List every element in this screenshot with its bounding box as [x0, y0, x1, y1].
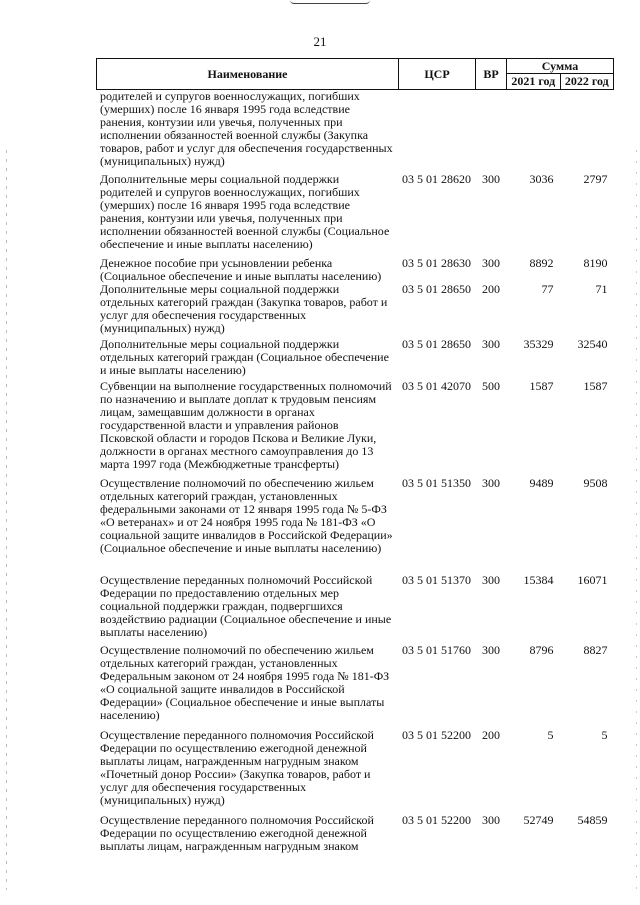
row-name: Дополнительные меры социальной поддержки отдельных категорий граждан (Социальное обеспечение и иные выплаты населению) — [100, 336, 389, 377]
row-name: Осуществление переданного полномочия Российской Федерации по осуществлению ежегодной денежной выплаты лицам, награжденным нагрудным знаком «Почетный донор России» (Закупка товаров, работ и услуг для обеспечения государственных (муниципальных) нужд) — [100, 727, 374, 807]
row-value-2022: 32540 — [577, 336, 608, 351]
row-name: Осуществление полномочий по обеспечению жильем отдельных категорий граждан, установленных федеральными законами от 12 января 1995 года № 5-ФЗ «О ветеранах» и от 24 ноября 1995 года № 181-ФЗ «О социальной защите инвалидов в Российской Федерации» (Социальное обеспечение и иные выплаты населению) — [100, 475, 393, 555]
row-vr: 200 — [482, 281, 500, 296]
row-csr: 03 5 01 51350 — [402, 475, 471, 490]
row-name: Осуществление полномочий по обеспечению жильем отдельных категорий граждан, установленных Федеральным законом от 24 ноября 1995 года № 181-ФЗ «О социальной защите инвалидов в Российской Федерации» (Социальное обеспечение и иные выплаты населению) — [100, 642, 390, 722]
row-value-2022: 71 — [595, 281, 608, 296]
row-csr: 03 5 01 28630 — [402, 255, 471, 270]
row-value-2021: 52749 — [523, 812, 554, 827]
row-vr: 200 — [482, 727, 500, 742]
row-value-2021: 77 — [541, 281, 554, 296]
row-csr — [399, 90, 476, 173]
row-value-2022: 54859 — [577, 812, 608, 827]
row-vr: 300 — [482, 255, 500, 270]
row-value-2021: 8892 — [529, 255, 554, 270]
row-value-2021: 15384 — [523, 572, 554, 587]
row-csr: 03 5 01 52200 — [402, 727, 471, 742]
scan-edge-left — [6, 150, 7, 890]
row-value-2022: 5 — [601, 727, 608, 742]
row-value-2022: 9508 — [583, 475, 608, 490]
top-margin-mark — [290, 0, 370, 4]
row-name: Дополнительные меры социальной поддержки родителей и супругов военнослужащих, погибших (умерших) после 16 января 1995 года вследствие ранения, контузии или увечья, полученных при исполнении обязанностей военной службы (Социальное обеспечение и иные выплаты населению) — [100, 171, 390, 251]
table-row — [97, 380, 614, 477]
row-name: Осуществление переданного полномочия Российской Федерации по осуществлению ежегодной денежной выплаты лицам, награжденным нагрудным знаком — [100, 812, 374, 853]
row-value-2022: 16071 — [577, 572, 608, 587]
row-value-2021: 1587 — [529, 378, 554, 393]
row-vr: 300 — [482, 642, 500, 657]
row-value-2021: 3036 — [529, 171, 554, 186]
row-vr: 300 — [482, 171, 500, 186]
row-value-2022: 2797 — [583, 171, 608, 186]
header-vr: ВР — [476, 59, 507, 90]
row-csr: 03 5 01 42070 — [402, 378, 471, 393]
header-sum: Сумма — [507, 59, 614, 74]
row-name: Денежное пособие при усыновлении ребенка (Социальное обеспечение и иные выплаты населению) — [100, 255, 382, 283]
row-vr: 300 — [482, 812, 500, 827]
row-vr: 300 — [482, 475, 500, 490]
row-vr: 500 — [482, 378, 500, 393]
scan-edge-right — [636, 150, 637, 890]
header-year-2021: 2021 год — [507, 74, 561, 90]
table-header — [97, 59, 614, 90]
table-row — [97, 90, 614, 173]
header-csr: ЦСР — [399, 59, 476, 90]
row-csr: 03 5 01 28650 — [402, 281, 471, 296]
row-name: Осуществление переданных полномочий Российской Федерации по предоставлению отдельных мер социальной поддержки граждан, подвергшихся воздействию радиации (Социальное обеспечение и иные выплаты населению) — [100, 572, 392, 639]
budget-table — [96, 58, 614, 854]
table-row — [97, 644, 614, 729]
row-vr: 300 — [482, 336, 500, 351]
row-csr: 03 5 01 51370 — [402, 572, 471, 587]
row-vr — [476, 90, 507, 173]
row-csr: 03 5 01 28650 — [402, 336, 471, 351]
row-name: родителей и супругов военнослужащих, погибших (умерших) после 16 января 1995 года вследствие ранения, контузии или увечья, полученных при исполнении обязанностей военной службы (Закупка товаров, работ и услуг для обеспечения государственных (муниципальных) нужд) — [100, 89, 393, 168]
header-name: Наименование — [97, 59, 399, 90]
row-vr: 300 — [482, 572, 500, 587]
row-value-2022: 1587 — [583, 378, 608, 393]
table-row — [97, 283, 614, 338]
row-value-2021: 8796 — [529, 642, 554, 657]
page-number: 21 — [313, 34, 327, 49]
table-row — [97, 338, 614, 380]
row-csr: 03 5 01 51760 — [402, 642, 471, 657]
row-value-2022: 8190 — [583, 255, 608, 270]
row-name: Субвенции на выполнение государственных полномочий по назначению и выплате доплат к трудовым пенсиям лицам, замещавшим должности в органах государственной власти и управления районов Псковской области и городов Пскова и Великие Луки, должности в органах местного самоуправления до 13 марта 1997 года (Межбюджетные трансферты) — [100, 378, 392, 471]
table-row — [97, 574, 614, 644]
header-year-2022: 2022 год — [560, 74, 614, 90]
row-value-2021: 35329 — [523, 336, 554, 351]
row-value-2022 — [560, 90, 614, 173]
table-row — [97, 814, 614, 854]
table-row — [97, 173, 614, 257]
row-value-2021 — [507, 90, 561, 173]
row-value-2021: 9489 — [529, 475, 554, 490]
row-csr: 03 5 01 52200 — [402, 812, 471, 827]
row-value-2022: 8827 — [583, 642, 608, 657]
row-name: Дополнительные меры социальной поддержки отдельных категорий граждан (Закупка товаров, работ и услуг для обеспечения государственных (муниципальных) нужд) — [100, 281, 388, 335]
row-value-2021: 5 — [547, 727, 554, 742]
table-row — [97, 477, 614, 574]
row-csr: 03 5 01 28620 — [402, 171, 471, 186]
table-row — [97, 729, 614, 814]
table-body — [97, 90, 614, 854]
table-row — [97, 257, 614, 283]
